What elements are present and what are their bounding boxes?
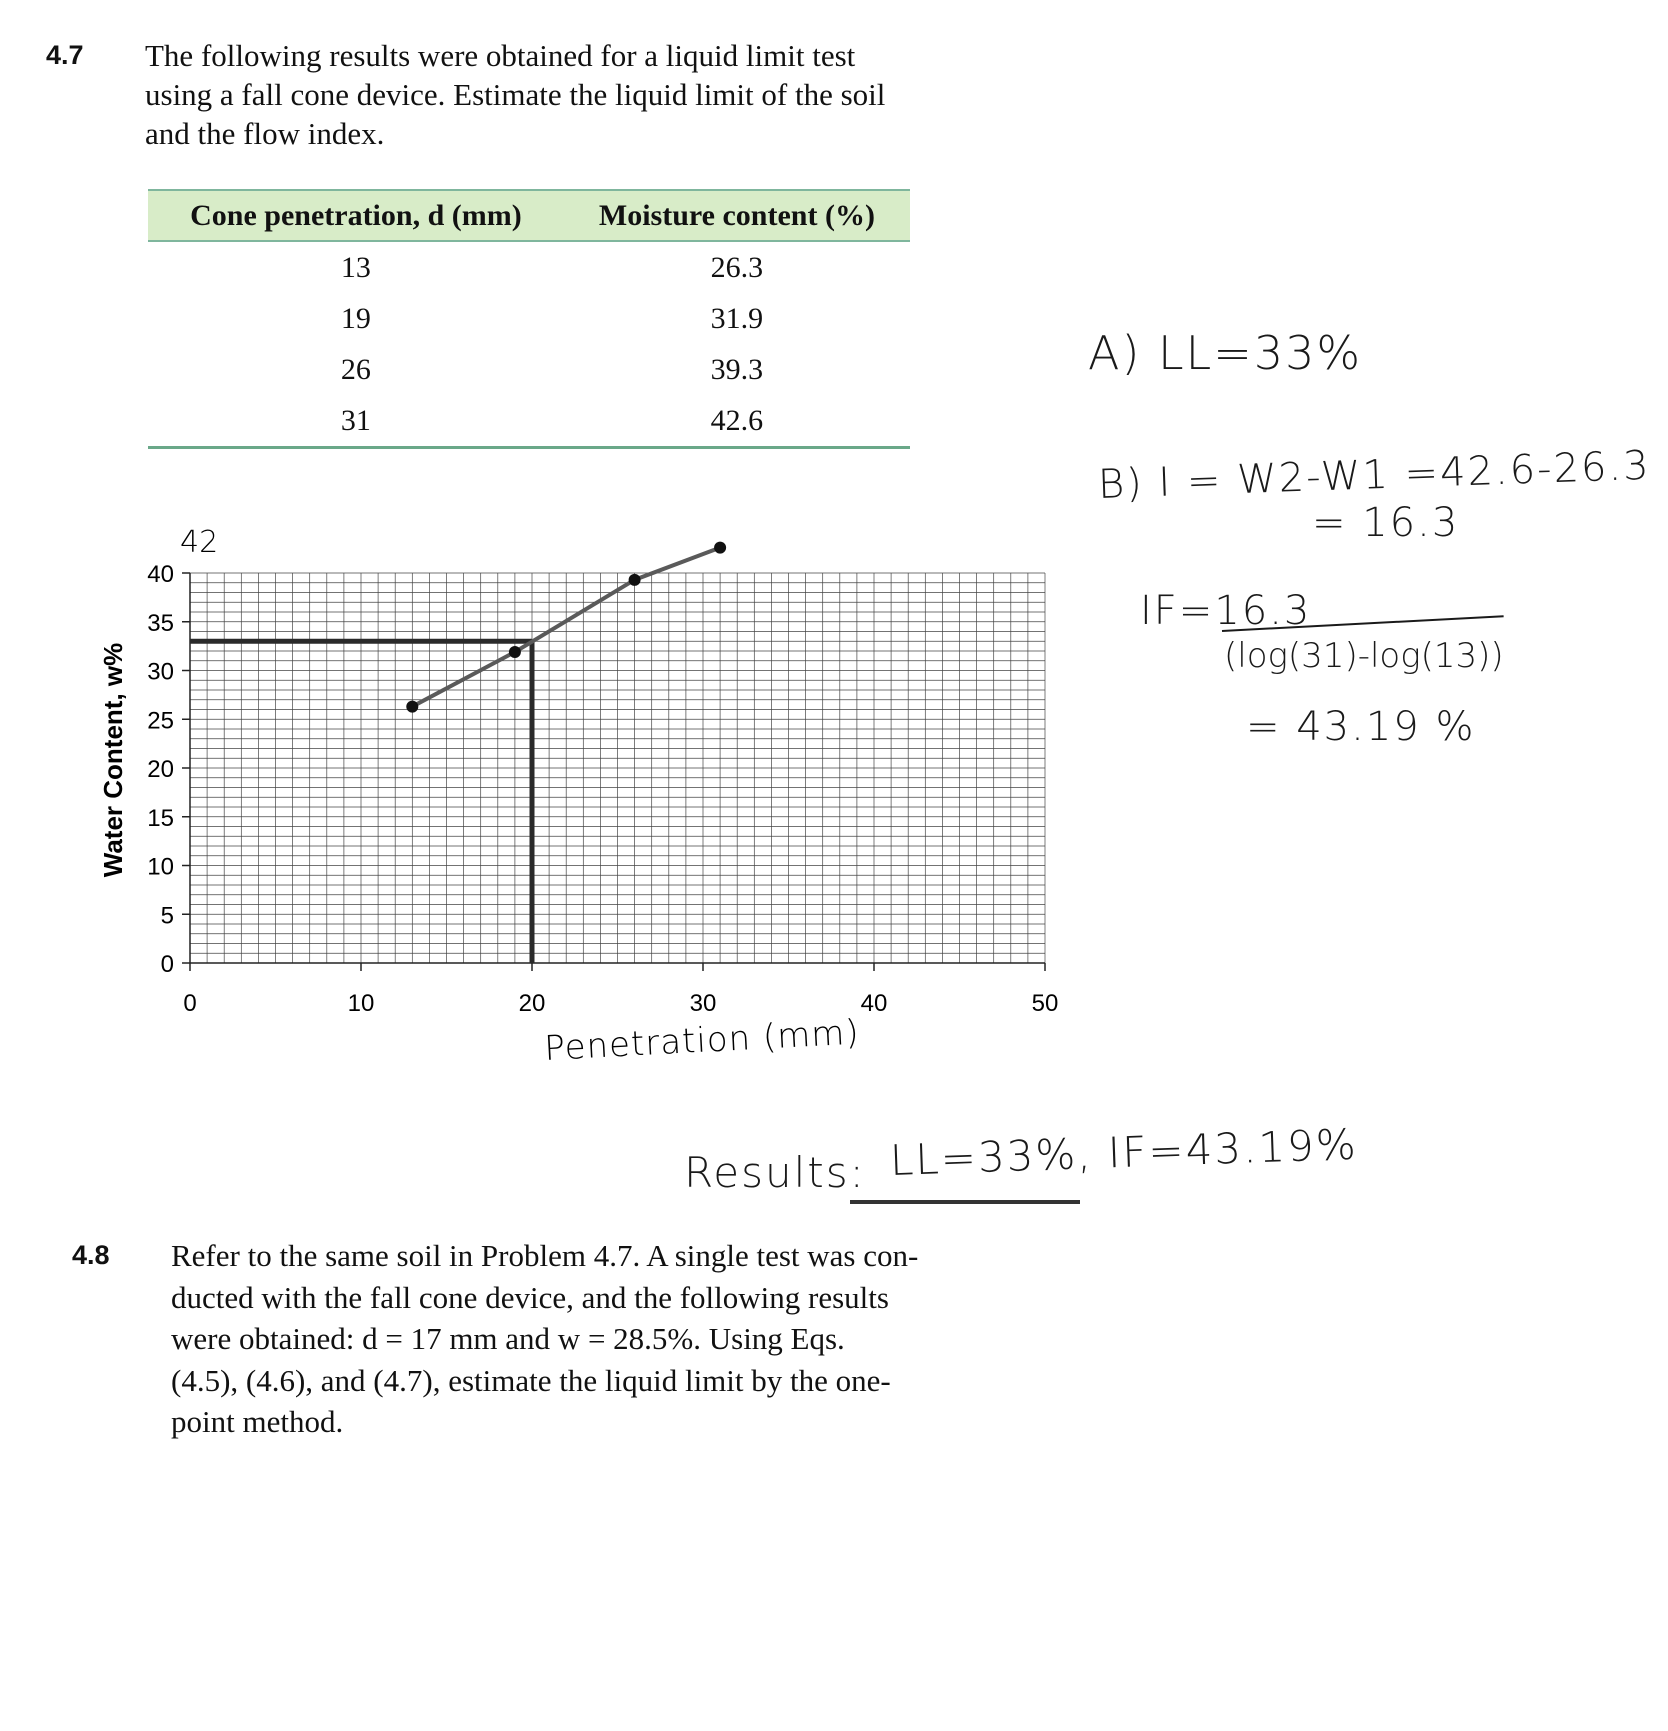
x-tick-label: 0 — [183, 990, 197, 1017]
data-point — [714, 542, 726, 554]
problem-4-8-text — [171, 1235, 918, 1443]
results-label: Results: — [684, 1148, 866, 1197]
chart-tick-labels — [147, 561, 1058, 1017]
problem-4-8-line: point method. — [171, 1404, 344, 1439]
data-point — [509, 646, 521, 658]
y-tick-label: 15 — [147, 804, 174, 832]
results-value: LL=33%, IF=43.19% — [889, 1119, 1359, 1185]
x-axis-label-handwritten: Penetration (mm) — [543, 1012, 861, 1069]
problem-4-7-number: 4.7 — [46, 40, 84, 70]
x-tick-label: 20 — [518, 990, 546, 1017]
problem-4-8-line: Refer to the same soil in Problem 4.7. A single test was con- — [171, 1238, 919, 1273]
y-tick-label: 30 — [147, 658, 174, 686]
y-tick-label: 20 — [147, 756, 174, 783]
answer-part-b-line2: = 16.3 — [1312, 500, 1460, 546]
results-underline — [850, 1200, 1080, 1204]
chart-axes — [182, 573, 1045, 971]
problem-4-8-line: ducted with the fall cone device, and the following results — [171, 1279, 889, 1315]
problem-4-7-line: The following results were obtained for a liquid limit test — [145, 38, 856, 73]
answer-part-b-line1: B) I = W2-W1 =42.6-26.3 — [1097, 442, 1652, 508]
flow-index-result: = 43.19 % — [1246, 704, 1476, 750]
table-cell: 26.3 — [710, 250, 764, 284]
y-tick-label: 0 — [160, 951, 174, 978]
y-tick-label: 10 — [147, 853, 174, 881]
y-axis-label: Water Content, w% — [98, 642, 128, 878]
handwritten-42-annotation: 42 — [180, 525, 219, 560]
table-cell: 26 — [340, 352, 371, 386]
x-tick-label: 40 — [860, 990, 888, 1017]
table-cell: 19 — [340, 301, 371, 335]
data-point — [629, 574, 641, 586]
table-cell: 39.3 — [710, 352, 764, 386]
problem-4-8-line: were obtained: d = 17 mm and w = 28.5%. Using Eqs. — [171, 1321, 845, 1356]
header-moisture-content: Moisture content (%) — [564, 190, 910, 241]
problem-4-8-number: 4.8 — [72, 1240, 110, 1270]
table-cell: 13 — [340, 250, 371, 284]
problem-4-8-line: (4.5), (4.6), and (4.7), estimate the liquid limit by the one- — [171, 1362, 891, 1398]
flow-index-numerator: IF=16.3 — [1140, 588, 1312, 634]
flow-index-denominator: (log(31)-log(13)) — [1224, 636, 1504, 676]
header-cone-penetration: Cone penetration, d (mm) — [148, 190, 564, 241]
y-tick-label: 35 — [147, 609, 174, 637]
y-tick-label: 25 — [147, 707, 174, 735]
table-cell: 31.9 — [710, 301, 764, 335]
y-tick-label: 40 — [147, 561, 174, 588]
problem-4-7-line: and the flow index. — [145, 116, 385, 151]
x-tick-label: 10 — [347, 990, 375, 1017]
problem-4-7-line: using a fall cone device. Estimate the liquid limit of the soil — [145, 77, 886, 112]
x-tick-label: 50 — [1031, 990, 1059, 1017]
x-tick-label: 30 — [689, 990, 717, 1017]
table-cell: 42.6 — [564, 395, 910, 448]
table-cell: 31 — [148, 395, 564, 448]
answer-part-a: A) LL=33% — [1088, 326, 1363, 380]
chart-grid — [190, 573, 1045, 963]
y-tick-label: 5 — [160, 902, 174, 930]
data-point — [406, 701, 418, 713]
